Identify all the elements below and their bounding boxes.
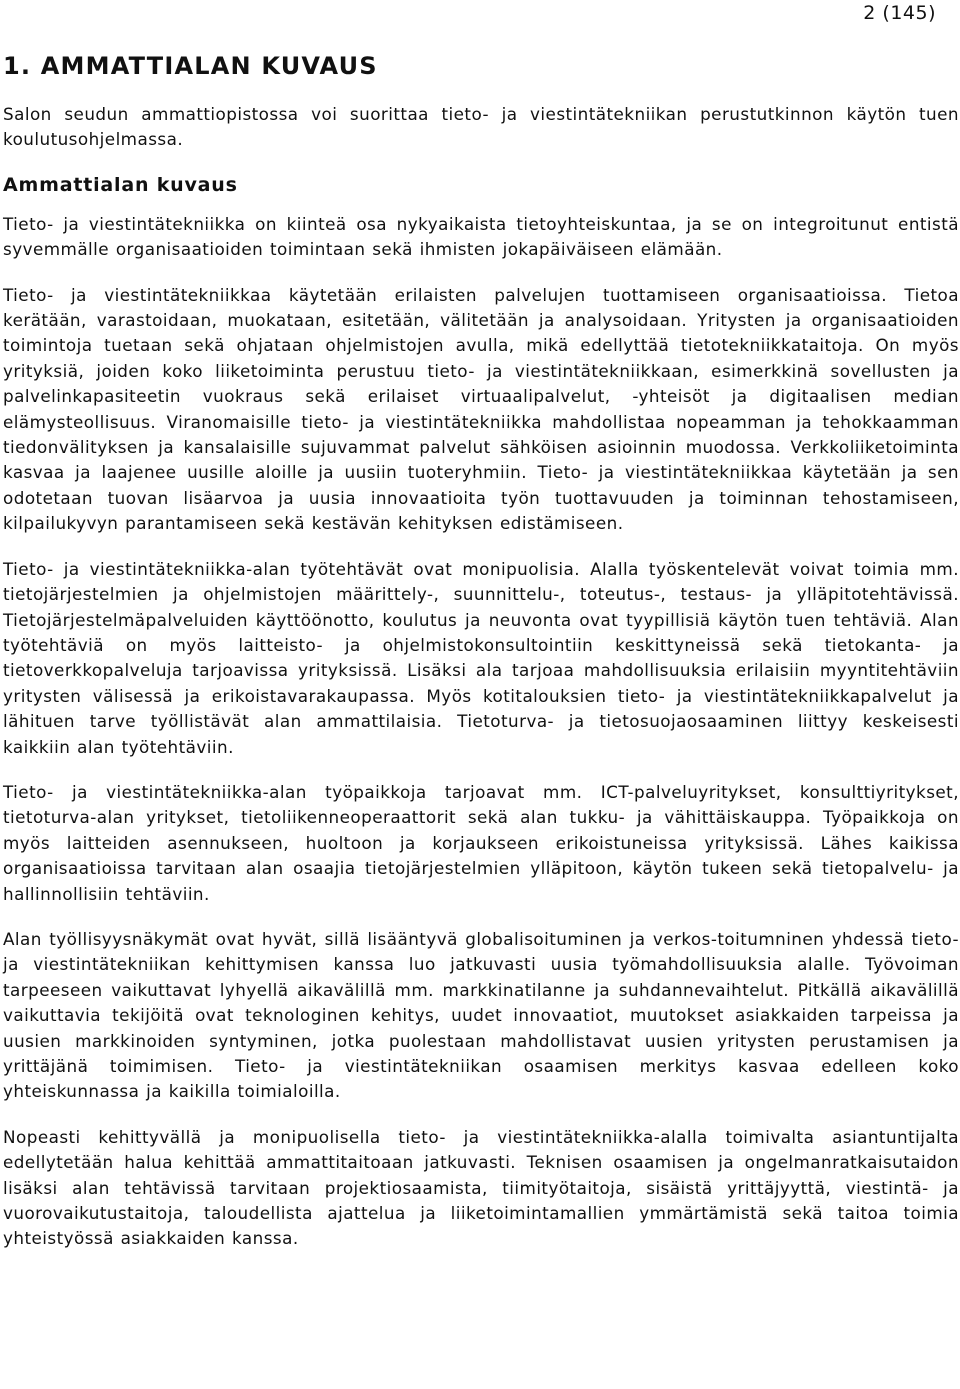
section-title: Ammattialan kuvaus xyxy=(3,173,238,196)
paragraph-3: Tieto- ja viestintätekniikka-alan työtehtävät ovat monipuolisia. Alalla työskentelevät voivat toimia mm. tietojärjestelmien ja ohjelmistojen määrittely-, suunnittelu-, toteutus-, testaus- ja ylläpitotehtävissä. Tietojärjestelmäpalveluiden käyttöönotto, koulutus ja neuvonta ovat tyypillisiä käytön tuen tehtäviä. Alan työtehtäviä on myös laitteisto- ja ohjelmistokonsultointiin keskittyneissä sekä tietokanta- ja tietoverkkopalveluja tarjoavissa yrityksissä. Lisäksi ala tarjoaa mahdollisuuksia erilaisiin myyntitehtäviin yritysten välisessä ja erikoistavarakaupassa. Myös kotitalouksien tieto- ja viestintätekniikkapalvelut ja lähituen tarve työllistävät alan ammattilaisia. Tietoturva- ja tietosuojaosaaminen liittyy keskeisesti kaikkiin alan työtehtäviin. xyxy=(3,558,959,757)
paragraph-4: Tieto- ja viestintätekniikka-alan työpaikkoja tarjoavat mm. ICT-palveluyritykset, konsulttiyritykset, tietoturva-alan yritykset, tietoliikenneoperaattorit sekä alan tukku- ja vähittäiskauppa. Työpaikkoja on myös laitteiden asennukseen, huoltoon ja korjaukseen erikoistuneissa yrityksissä. Lähes kaikissa organisaatioissa tarvitaan alan osaajia tietojärjestelmien ylläpitoon, käytön tukeen sekä tietopalvelu- ja hallinnollisiin tehtäviin. xyxy=(3,781,959,904)
paragraph-6: Nopeasti kehittyvällä ja monipuolisella tieto- ja viestintätekniikka-alalla toimivalta asiantuntijalta edellytetään halua kehittää ammattitaitoaan jatkuvasti. Teknisen osaamisen ja ongelmanratkaisutaidon lisäksi alan tehtävissä tarvitaan projektiosaamista, tiimityötaitoja, sisäistä yrittäjyyttä, viestintä- ja vuorovaikutustaitoja, taloudellista ajattelua ja liiketoimintamallien ymmärtämistä sekä taitoa toimia yhteistyössä asiakkaiden kanssa. xyxy=(3,1126,959,1249)
paragraph-1: Tieto- ja viestintätekniikka on kiinteä osa nykyaikaista tietoyhteiskuntaa, ja se on integroitunut entistä syvemmälle organisaatioiden toimintaan sekä ihmisten jokapäiväiseen elämään. xyxy=(3,213,959,260)
intro-paragraph: Salon seudun ammattiopistossa voi suorittaa tieto- ja viestintätekniikan perustutkinnon käytön tuen koulutusohjelmassa. xyxy=(3,104,959,150)
document-body xyxy=(3,50,959,1272)
paragraph-2: Tieto- ja viestintätekniikkaa käytetään erilaisten palvelujen tuottamiseen organisaatioissa. Tietoa kerätään, varastoidaan, muokataan, esitetään, välitetään ja analysoidaan. Yritysten ja organisaatioiden toimintoja tuetaan sekä ohjataan ohjelmistojen avulla, mikä edellyttää tietotekniikkataitoja. On myös yrityksiä, joiden koko liiketoiminta perustuu tieto- ja viestintätekniikkaan, esimerkkinä sovellusten ja palvelinkapasiteetin vuokraus sekä erilaiset virtuaalipalvelut, -yhteisöt ja digitaalisen median elämysteollisuus. Viranomaisille tieto- ja viestintätekniikka mahdollistaa nopeamman ja tehokkaamman tiedonvälityksen ja kansalaisille sujuvammat palvelut sähköisen asioinnin muodossa. Verkkoliiketoiminta kasvaa ja laajenee uusille aloille ja uusiin tuoteryhmiin. Tieto- ja viestintätekniikkaa käytetään ja sen odotetaan tuovan lisäarvoa ja uusia innovaatioita työn tuottavuuden ja toiminnan tehostamiseen, kilpailukyvyn parantamiseen sekä kestävän kehityksen edistämiseen. xyxy=(3,284,959,534)
page-number: 2 (145) xyxy=(863,2,936,24)
paragraph-5: Alan työllisyysnäkymät ovat hyvät, sillä lisääntyvä globalisoituminen ja verkos-toitumninen yhdessä tieto- ja viestintätekniikan kehittymisen kanssa luo jatkuvasti uusia työmahdollisuuksia alalle. Työvoiman tarpeeseen vaikuttavat lyhyellä aikavälillä mm. markkinatilanne ja suhdannevaihtelut. Pitkällä aikavälillä vaikuttavia tekijöitä ovat teknologinen kehitys, uudet innovaatiot, muutokset asiakkaiden tarpeissa ja uusien markkinoiden syntyminen, jotka puolestaan mahdollistavat uusien yritysten perustamisen ja yrittäjänä toimimisen. Tieto- ja viestintätekniikan osaamisen merkitys kasvaa edelleen koko yhteiskunnassa ja kaikilla toimialoilla. xyxy=(3,928,959,1102)
chapter-title: 1. AMMATTIALAN KUVAUS xyxy=(3,52,378,80)
